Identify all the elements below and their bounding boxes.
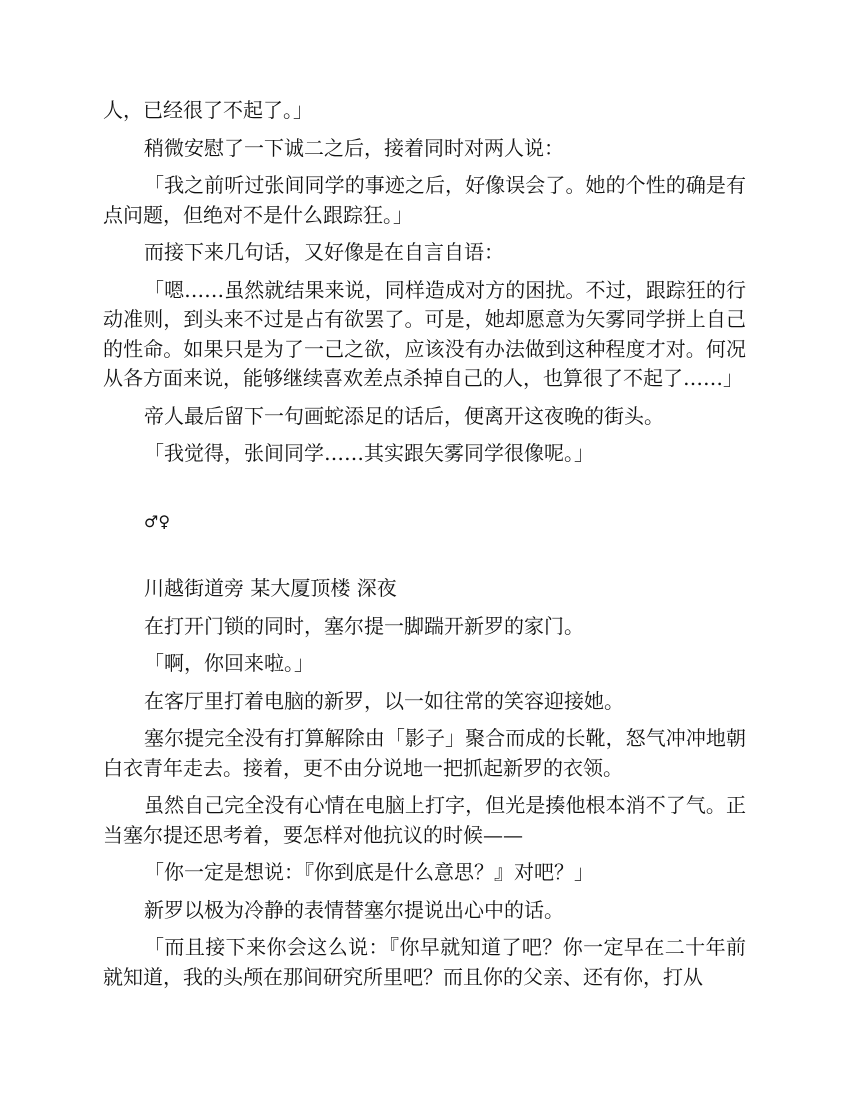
section-break-symbols: ♂♀ [144, 511, 171, 531]
dialogue-paragraph: 「我觉得，张间同学……其实跟矢雾同学很像呢。」 [144, 441, 594, 465]
paragraph: 人，已经很了不起了。」 [103, 98, 313, 122]
paragraph: 虽然自己完全没有心情在电脑上打字，但光是揍他根本消不了气。正当塞尔提还思考着，要怎样对他抗议的时候—— [103, 793, 746, 847]
paragraph: 稍微安慰了一下诚二之后，接着同时对两人说： [144, 135, 564, 160]
paragraph: 帝人最后留下一句画蛇添足的话后，便离开这夜晚的街头。 [144, 403, 664, 428]
dialogue-paragraph: 「而且接下来你会这么说：『你早就知道了吧？你一定早在二十年前就知道，我的头颅在那间研究所里吧？而且你的父亲、还有你，打从 [103, 935, 746, 989]
paragraph: 在打开门锁的同时，塞尔提一脚踹开新罗的家门。 [144, 613, 584, 638]
paragraph: 新罗以极为冷静的表情替塞尔提说出心中的话。 [144, 897, 564, 922]
dialogue-paragraph: 「嗯……虽然就结果来说，同样造成对方的困扰。不过，跟踪狂的行动准则，到头来不过是占有欲罢了。可是，她却愿意为矢雾同学拼上自己的性命。如果只是为了一己之欲，应该没有办法做到这种程度才对。何况从各方面来说，能够继续喜欢差点杀掉自己的人，也算很了不起了……」 [103, 277, 746, 390]
dialogue-paragraph: 「你一定是想说：『你到底是什么意思？』对吧？」 [144, 860, 594, 884]
dialogue-paragraph: 「啊，你回来啦。」 [144, 651, 314, 675]
paragraph: 在客厅里打着电脑的新罗，以一如往常的笑容迎接她。 [144, 688, 624, 713]
dialogue-paragraph: 「我之前听过张间同学的事迹之后，好像误会了。她的个性的确是有点问题，但绝对不是什么跟踪狂。」 [103, 173, 746, 227]
scene-heading: 川越街道旁 某大厦顶楼 深夜 [144, 576, 397, 600]
document-page [103, 96, 746, 1000]
paragraph: 塞尔提完全没有打算解除由「影子」聚合而成的长靴，怒气冲冲地朝白衣青年走去。接着，更不由分说地一把抓起新罗的衣领。 [103, 726, 746, 780]
paragraph: 而接下来几句话，又好像是在自言自语： [144, 240, 504, 264]
